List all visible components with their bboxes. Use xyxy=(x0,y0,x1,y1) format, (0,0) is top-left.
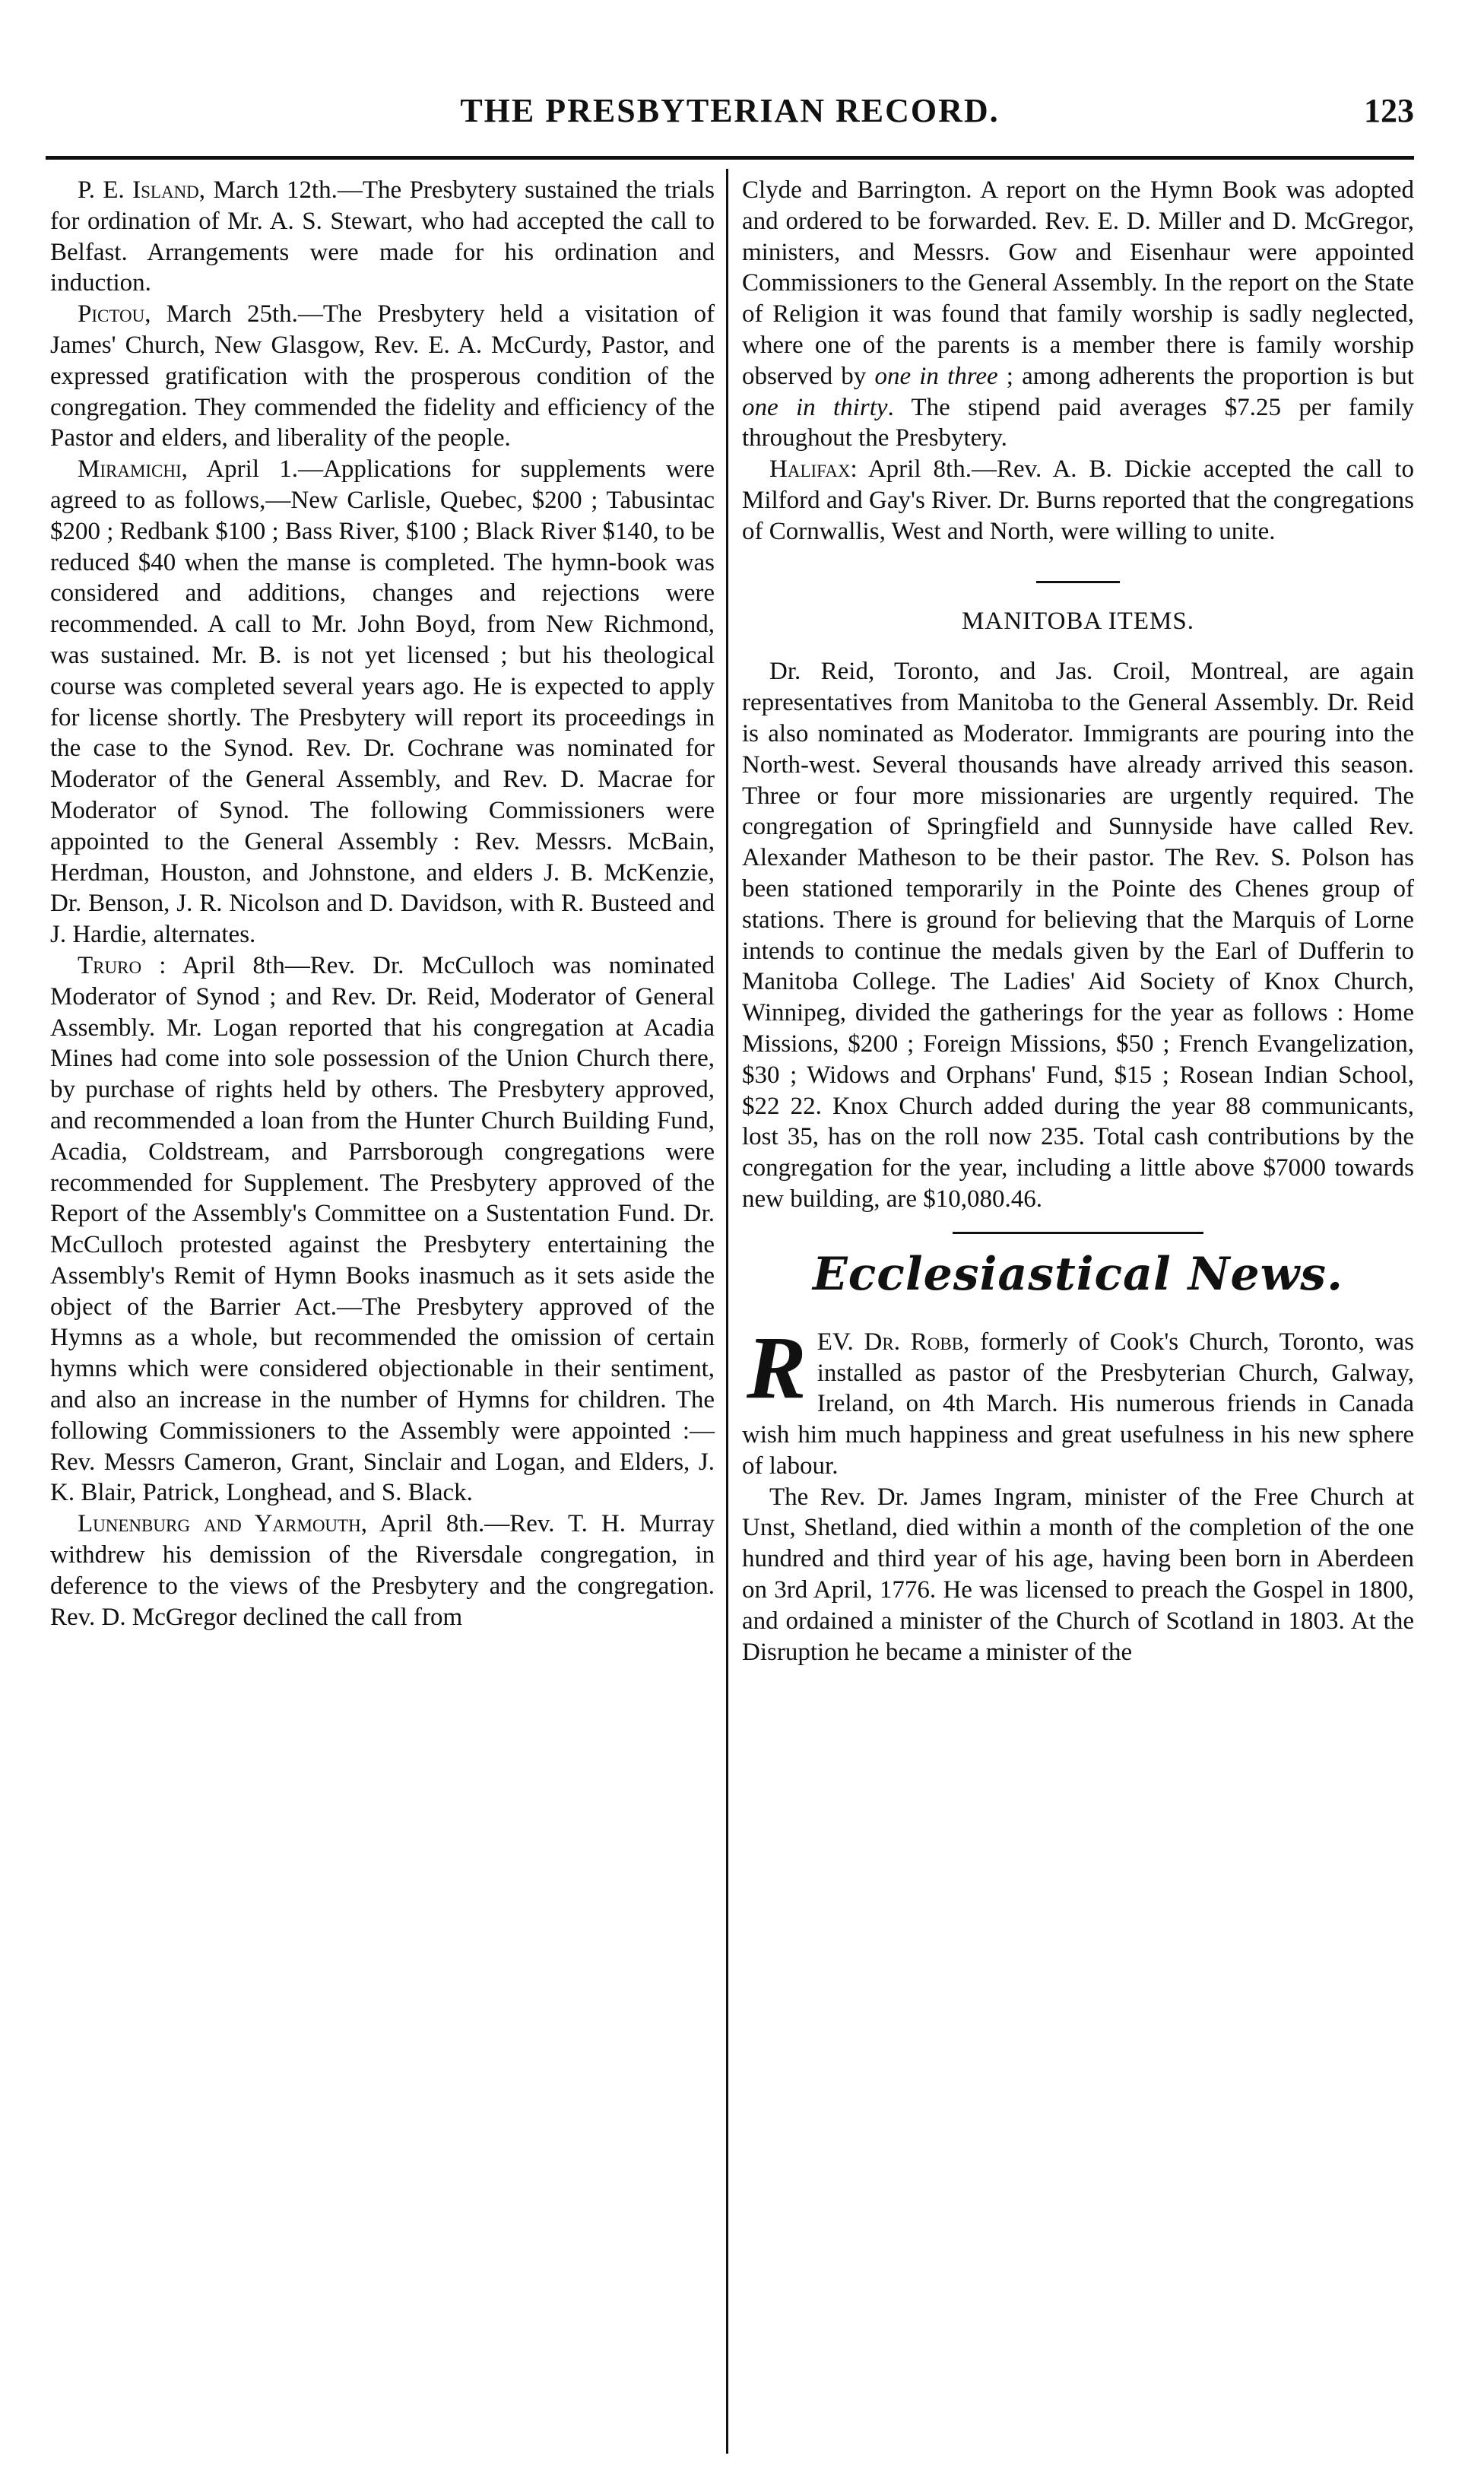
continuation-text: Clyde and Barrington. A report on the Hymn Book was adopted and ordered to be forwarded. Rev. E. D. Miller and D. McGregor, ministers, and Messrs. Gow and Eisenhaur were appointed Commissioners to the General Assembly. In the report on the State of Religion it was found that family worship is sadly neglected, where one of the parents is a member there is family worship observed by xyxy=(742,176,1414,390)
robb-lead: EV. Dr. Robb, xyxy=(817,1328,970,1356)
journal-title: THE PRESBYTERIAN RECORD. xyxy=(460,92,1000,129)
header-rule xyxy=(46,156,1414,160)
report-place: Lunenburg and Yarmouth, xyxy=(78,1510,367,1538)
presbytery-report-miramichi xyxy=(50,454,715,950)
lunenburg-continuation xyxy=(742,175,1414,454)
report-place: Miramichi, xyxy=(78,455,188,484)
report-text: April 8th.—Rev. T. H. Murray withdrew his demission of the Riversdale congregation, in deference to the views of the Presbytery and the congregation. Rev. D. McGregor declined the call from xyxy=(50,1510,715,1631)
presbytery-report-truro xyxy=(50,950,715,1509)
report-place: Truro : xyxy=(78,951,166,979)
report-text: April 8th—Rev. Dr. McCulloch was nominated Moderator of Synod ; and Rev. Dr. Reid, Moderator of General Assembly. Mr. Logan reported that his congregation at Acadia Mines had come into sole possession of the Union Church there, by purchase of rights held by others. The Presbytery approved, and recommended a loan from the Hunter Church Building Fund, Acadia, Coldstream, and Parrsborough congregations were recommended for Supplement. The Presbytery approved of the Report of the Assembly's Committee on a Sustentation Fund. Dr. McCulloch protested against the Presbytery entertaining the Assembly's Remit of Hymn Books inasmuch as it sets aside the object of the Barrier Act.—The Presbytery approved of the Hymns as a whole, but recommended the omission of certain hymns which were considered objectionable in their sentiment, and also an increase in the number of Hymns for children. The following Commissioners to the Assembly were appointed :—Rev. Messrs Cameron, Grant, Sinclair and Logan, and Elders, J. K. Blair, Patrick, Longhead, and S. Black. xyxy=(50,951,715,1507)
section-divider xyxy=(953,1232,1203,1234)
continuation-text: ; among adherents the proportion is but xyxy=(997,362,1414,390)
robb-item xyxy=(742,1317,1414,1482)
report-text: March 12th.—The Presbytery sustained the trials for ordination of Mr. A. S. Stewart, who had accepted the call to Belfast. Arrangements were made for his ordination and induction. xyxy=(50,176,715,297)
report-text: April 1.—Applications for supplements were agreed to as follows,—New Carlisle, Quebec, $200 ; Tabusintac $200 ; Redbank $100 ; Bass River, $100 ; Black River $140, to be reduced $40 when the manse is completed. The hymn-book was considered and additions, changes and rejections were recommended. A call to Mr. John Boyd, from New Richmond, was sustained. Mr. B. is not yet licensed ; but his theological course was completed several years ago. He is expected to apply for license shortly. The Presbytery will report its proceedings in the case to the Synod. Rev. Dr. Cochrane was nominated for Moderator of the General Assembly, and Rev. D. Macrae for Moderator of Synod. The following Commissioners were appointed to the General Assembly : Rev. Messrs. McBain, Herdman, Houston, and Johnstone, and elders J. B. McKenzie, Dr. Benson, J. R. Nicolson and D. Davidson, with R. Busteed and J. Hardie, alternates. xyxy=(50,455,715,949)
report-text: March 25th.—The Presbytery held a visitation of James' Church, New Glasgow, Rev. E. A. McCurdy, Pastor, and expressed gratification with the prosperous condition of the congregation. They commended the fidelity and efficiency of the Pastor and elders, and liberality of the people. xyxy=(50,300,715,452)
manitoba-heading: MANITOBA ITEMS. xyxy=(962,607,1194,635)
right-column xyxy=(742,175,1414,1667)
italic-phrase: one in thirty xyxy=(742,393,888,421)
left-column xyxy=(50,175,715,1632)
presbytery-report-lunenburg xyxy=(50,1509,715,1632)
ingram-item: The Rev. Dr. James Ingram, minister of the Free Church at Unst, Shetland, died within a month of the completion of the one hundred and third year of his age, having been born in Aberdeen on 3rd April, 1776. He was licensed to preach the Gospel in 1800, and ordained a minister of the Church of Scotland in 1803. At the Disruption he became a minister of the xyxy=(742,1483,1414,1666)
ecclesiastical-news-heading: Ecclesiastical News. xyxy=(813,1247,1343,1301)
report-place: P. E. Island, xyxy=(78,176,206,204)
page-number: 123 xyxy=(1364,92,1414,129)
report-place: Pictou, xyxy=(78,300,151,328)
report-text: April 8th.—Rev. A. B. Dickie accepted the call to Milford and Gay's River. Dr. Burns reported that the congregations of Cornwallis, West and North, were willing to unite. xyxy=(742,455,1414,545)
presbytery-report-pei xyxy=(50,175,715,299)
presbytery-report-halifax xyxy=(742,454,1414,547)
italic-phrase: one in three xyxy=(874,362,998,390)
section-divider xyxy=(1036,581,1120,583)
continuation-text: . The stipend paid averages $7.25 per family throughout the Presbytery. xyxy=(742,393,1414,452)
robb-text: formerly of Cook's Church, Toronto, was installed as pastor of the Presbyterian Church, Galway, Ireland, on 4th March. His numerous friends in Canada wish him much happiness and great usefulness in his new sphere of labour. xyxy=(742,1328,1414,1480)
drop-cap: R xyxy=(747,1317,807,1417)
presbytery-report-pictou xyxy=(50,299,715,454)
page-header xyxy=(46,91,1414,137)
report-place: Halifax: xyxy=(769,455,858,484)
column-divider xyxy=(726,169,728,2454)
manitoba-items-text: Dr. Reid, Toronto, and Jas. Croil, Montreal, are again representatives from Manitoba to the General Assembly. Dr. Reid is also nominated as Moderator. Immigrants are pouring into the North-west. Several thousands have already arrived this season. Three or four more missionaries are urgently required. The congregation of Springfield and Sunnyside have called Rev. Alexander Matheson to be their pastor. The Rev. S. Polson has been stationed temporarily in the Pointe des Chenes group of stations. There is ground for believing that the Marquis of Lorne intends to continue the medals given by the Earl of Dufferin to Manitoba College. The Ladies' Aid Society of Knox Church, Winnipeg, divided the gatherings for the year as follows : Home Missions, $200 ; Foreign Missions, $50 ; French Evangelization, $30 ; Widows and Orphans' Fund, $15 ; Rosean Indian School, $22 22. Knox Church added during the year 88 communicants, lost 35, has on the roll now 235. Total cash contributions by the congregation for the year, including a little above $7000 towards new building, are $10,080.46. xyxy=(742,658,1414,1213)
